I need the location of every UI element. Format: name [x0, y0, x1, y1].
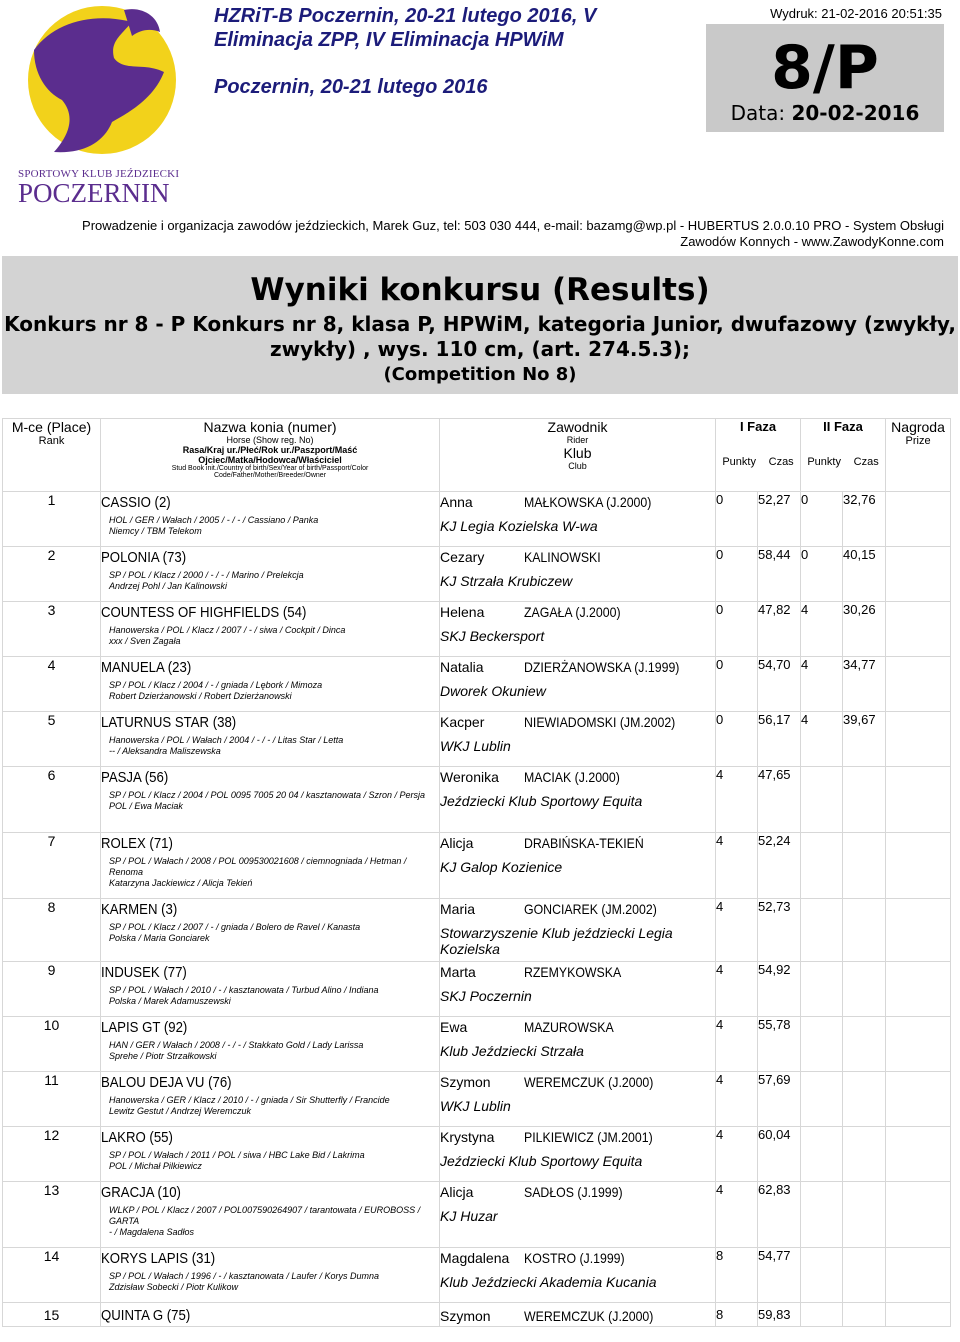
horse-cell: [101, 657, 440, 712]
table-row: [3, 712, 951, 767]
phase2-points: 4: [801, 657, 843, 712]
table-row: [3, 1017, 951, 1072]
phase1-points: 0: [716, 712, 758, 767]
rider-first-name: Krystyna: [440, 1129, 495, 1145]
results-table-body: [3, 492, 951, 1327]
horse-name: KARMEN (3): [101, 901, 178, 918]
date-label: Data:: [730, 101, 786, 125]
place-value: 4: [47, 657, 56, 673]
place-cell: [3, 602, 101, 657]
horse-cell: [101, 833, 440, 899]
place-cell: [3, 657, 101, 712]
rider-first-name: Marta: [440, 964, 476, 980]
horse-cell: [101, 1248, 440, 1303]
table-row: [3, 1182, 951, 1248]
horse-cell: [101, 1182, 440, 1248]
phase2-points: [801, 1072, 843, 1127]
rider-cell: [440, 657, 716, 712]
rider-club: Klub Jeździecki Strzała: [440, 1043, 584, 1059]
header-horse-sub4: Stud Book init./Country of birth/Sex/Year of birth/Passport/Color: [171, 465, 369, 472]
place-cell: [3, 1072, 101, 1127]
phase2-points: [801, 1248, 843, 1303]
phase1-points: 4: [716, 1182, 758, 1248]
phase1-time: 54,92: [758, 962, 801, 1017]
table-row: [3, 657, 951, 712]
header-phase2: [801, 419, 886, 492]
phase2-points: 4: [801, 712, 843, 767]
date-value: 20-02-2016: [791, 101, 920, 125]
rider-last-name: MACIAK (J.2000): [524, 769, 620, 785]
rider-last-name: NIEWIADOMSKI (JM.2002): [524, 714, 676, 730]
rider-club: Klub Jeździecki Akademia Kucania: [440, 1274, 657, 1290]
competition-description: Konkurs nr 8 - P Konkurs nr 8, klasa P, HPWiM, kategoria Junior, dwufazowy (zwykły, zwykły) , wys. 110 cm, (art. 274.5.3);: [4, 312, 956, 361]
rider-first-name: Helena: [440, 604, 485, 620]
place-value: 14: [43, 1248, 60, 1264]
prize-cell: [886, 1017, 951, 1072]
rider-cell: [440, 767, 716, 833]
horse-cell: [101, 602, 440, 657]
phase1-points: 8: [716, 1303, 758, 1327]
table-row: [3, 547, 951, 602]
phase2-points: 4: [801, 602, 843, 657]
header-phase1-label: I Faza: [739, 419, 777, 434]
rider-last-name: GONCIAREK (JM.2002): [524, 901, 657, 917]
rider-cell: [440, 1182, 716, 1248]
header-rider-sub: Rider: [566, 435, 589, 445]
horse-name: MANUELA (23): [101, 659, 192, 676]
phase2-time: [843, 1127, 886, 1182]
competition-code: 8/P: [771, 33, 879, 103]
prize-cell: [886, 767, 951, 833]
horse-cell: [101, 1303, 440, 1327]
header-club-label: Klub: [563, 445, 592, 461]
horse-cell: [101, 492, 440, 547]
phase2-time: [843, 1303, 886, 1327]
prize-cell: [886, 1127, 951, 1182]
phase1-time: 56,17: [758, 712, 801, 767]
horse-cell: [101, 899, 440, 962]
rider-last-name: PILKIEWICZ (JM.2001): [524, 1129, 653, 1145]
results-table: [2, 418, 951, 1327]
rider-first-name: Weronika: [440, 769, 499, 785]
logo-line2: POCZERNIN: [18, 178, 170, 208]
phase2-points: [801, 1182, 843, 1248]
rider-cell: [440, 962, 716, 1017]
table-row: [3, 767, 951, 833]
rider-first-name: Magdalena: [440, 1250, 510, 1266]
rider-last-name: DRABIŃSKA-TEKIEŃ: [524, 835, 644, 851]
prize-cell: [886, 833, 951, 899]
horse-details: SP / POL / Klacz / 2007 / - / gniada / Bolero de Ravel / Kanasta Polska / Maria Gonciarek: [109, 922, 361, 943]
header-rider-label: Zawodnik: [547, 419, 608, 435]
rider-first-name: Cezary: [440, 549, 485, 565]
phase1-time: 55,78: [758, 1017, 801, 1072]
place-value: 12: [43, 1127, 60, 1143]
phase2-time: [843, 899, 886, 962]
phase1-points: 0: [716, 492, 758, 547]
rider-first-name: Natalia: [440, 659, 484, 675]
rider-cell: [440, 492, 716, 547]
rider-club: KJ Strzała Krubiczew: [440, 573, 573, 589]
horse-cell: [101, 767, 440, 833]
horse-details: Hanowerska / GER / Klacz / 2010 / - / gniada / Sir Shutterfly / Francide Lewitz Gestut / Andrzej Weremczuk: [109, 1095, 390, 1116]
rider-last-name: SADŁOS (J.1999): [524, 1184, 623, 1200]
phase1-time: 52,24: [758, 833, 801, 899]
place-value: 2: [47, 547, 56, 563]
horse-details: Hanowerska / POL / Klacz / 2007 / - / siwa / Cockpit / Dinca xxx / Sven Zagała: [109, 625, 346, 646]
rider-first-name: Anna: [440, 494, 473, 510]
rider-cell: [440, 547, 716, 602]
rider-cell: [440, 1303, 716, 1327]
rider-cell: [440, 712, 716, 767]
phase1-points: 0: [716, 657, 758, 712]
header-phase2-label: II Faza: [823, 419, 863, 434]
phase1-time: 47,65: [758, 767, 801, 833]
place-cell: [3, 962, 101, 1017]
place-value: 1: [47, 492, 56, 508]
horse-details: WLKP / POL / Klacz / 2007 / POL007590264907 / tarantowata / EUROBOSS / GARTA - / Magdalena Sadłos: [109, 1205, 421, 1237]
rider-last-name: KOSTRO (J.1999): [524, 1250, 625, 1266]
phase2-time: [843, 767, 886, 833]
prize-cell: [886, 1182, 951, 1248]
place-value: 8: [47, 899, 56, 915]
phase1-time: 62,83: [758, 1182, 801, 1248]
place-cell: [3, 712, 101, 767]
header-phase1: [716, 419, 801, 492]
phase1-time: 47,82: [758, 602, 801, 657]
horse-name: KORYS LAPIS (31): [101, 1250, 216, 1267]
phase2-time: 34,77: [843, 657, 886, 712]
phase2-time: 32,76: [843, 492, 886, 547]
phase2-points: [801, 1303, 843, 1327]
table-row: [3, 1127, 951, 1182]
phase1-time: 60,04: [758, 1127, 801, 1182]
phase1-points: 4: [716, 833, 758, 899]
header-horse-sub1: Horse (Show reg. No): [226, 435, 314, 445]
horse-cell: [101, 962, 440, 1017]
rider-first-name: Szymon: [440, 1307, 491, 1324]
horse-name: LAKRO (55): [101, 1129, 173, 1146]
rider-first-name: Kacper: [440, 714, 485, 730]
prize-cell: [886, 712, 951, 767]
horse-details: HAN / GER / Wałach / 2008 / - / - / Stakkato Gold / Lady Larissa Sprehe / Piotr Strzałkowski: [109, 1040, 364, 1061]
phase1-points: 4: [716, 962, 758, 1017]
place-value: 7: [47, 833, 56, 849]
phase2-time: [843, 1248, 886, 1303]
horse-details: SP / POL / Klacz / 2004 / POL 0095 7005 20 04 / kasztanowata / Szron / Persja POL / Ewa Maciak: [109, 790, 426, 811]
rider-cell: [440, 1127, 716, 1182]
place-value: 9: [47, 962, 56, 978]
horse-name: POLONIA (73): [101, 549, 187, 566]
prize-cell: [886, 1303, 951, 1327]
place-cell: [3, 833, 101, 899]
phase1-points: 4: [716, 1017, 758, 1072]
horse-name: GRACJA (10): [101, 1184, 181, 1201]
results-table-header: [3, 419, 951, 492]
rider-club: Jeździecki Klub Sportowy Equita: [440, 793, 643, 809]
horse-cell: [101, 547, 440, 602]
rider-club: Stowarzyszenie Klub jeździecki Legia Kozielska: [440, 925, 673, 957]
header-prize: [886, 419, 951, 492]
prize-cell: [886, 1248, 951, 1303]
rider-last-name: WEREMCZUK (J.2000): [524, 1307, 654, 1324]
place-value: 13: [43, 1182, 60, 1198]
rider-first-name: Alicja: [440, 835, 474, 851]
horse-cell: [101, 1017, 440, 1072]
header-horse-label: Nazwa konia (numer): [203, 419, 337, 435]
header-place-label: M-ce (Place): [11, 419, 92, 435]
rider-first-name: Maria: [440, 901, 476, 917]
phase2-time: [843, 1017, 886, 1072]
table-row: [3, 899, 951, 962]
header-horse-sub2: Rasa/Kraj ur./Płeć/Rok ur./Paszport/Maść: [182, 445, 358, 455]
phase2-points: [801, 767, 843, 833]
rider-club: KJ Huzar: [440, 1208, 498, 1224]
results-title: Wyniki konkursu (Results): [250, 272, 710, 308]
phase1-time: 59,83: [758, 1303, 801, 1327]
horse-details: SP / POL / Wałach / 2008 / POL 009530021608 / ciemnogniada / Hetman / Renoma Katarzyna Jackiewicz / Alicja Tekień: [109, 856, 407, 888]
prize-cell: [886, 962, 951, 1017]
header-phase1-time: Czas: [768, 456, 794, 468]
phase2-points: [801, 1017, 843, 1072]
table-row: [3, 602, 951, 657]
rider-first-name: Ewa: [440, 1019, 468, 1035]
rider-club: WKJ Lublin: [440, 1098, 511, 1114]
header-phase2-time: Czas: [853, 456, 879, 468]
phase1-time: 52,27: [758, 492, 801, 547]
phase1-time: 54,77: [758, 1248, 801, 1303]
rider-club: KJ Galop Kozienice: [440, 859, 563, 875]
place-cell: [3, 1182, 101, 1248]
rider-club: SKJ Beckersport: [440, 628, 545, 644]
rider-last-name: RZEMYKOWSKA: [524, 964, 622, 980]
phase2-points: [801, 962, 843, 1017]
phase1-points: 4: [716, 767, 758, 833]
phase2-time: 39,67: [843, 712, 886, 767]
header-prize-sub: Prize: [905, 435, 931, 447]
place-value: 10: [43, 1017, 60, 1033]
header-horse-sub5: Code/Father/Mother/Breeder/Owner: [213, 472, 327, 479]
horse-name: LAPIS GT (92): [101, 1019, 188, 1036]
phase2-time: [843, 833, 886, 899]
horse-name: BALOU DEJA VU (76): [101, 1074, 232, 1091]
rider-cell: [440, 1072, 716, 1127]
prize-cell: [886, 547, 951, 602]
place-cell: [3, 1127, 101, 1182]
print-timestamp: Wydruk: 21-02-2016 20:51:35: [770, 6, 942, 21]
place-value: 15: [43, 1306, 60, 1323]
phase2-time: [843, 962, 886, 1017]
horse-details: SP / POL / Wałach / 1996 / - / kasztanowata / Laufer / Korys Dumna Zdzisław Sobecki / Piotr Kulikow: [109, 1271, 379, 1292]
phase2-points: [801, 1127, 843, 1182]
place-value: 5: [47, 712, 56, 728]
horse-name: ROLEX (71): [101, 835, 173, 852]
horse-cell: [101, 1127, 440, 1182]
header-horse: [101, 419, 440, 492]
horse-details: SP / POL / Klacz / 2000 / - / - / Marino / Prelekcja Andrzej Pohl / Jan Kalinowski: [109, 570, 304, 591]
phase2-points: [801, 899, 843, 962]
event-title: HZRiT-B Poczernin, 20-21 lutego 2016, V Eliminacja ZPP, IV Eliminacja HPWiM: [214, 5, 597, 51]
phase2-points: [801, 833, 843, 899]
place-cell: [3, 547, 101, 602]
phase1-points: 4: [716, 1127, 758, 1182]
prize-cell: [886, 657, 951, 712]
table-row: [3, 1303, 951, 1327]
place-value: 6: [47, 767, 56, 783]
rider-last-name: DZIERŻANOWSKA (J.1999): [524, 659, 680, 675]
phase2-time: [843, 1182, 886, 1248]
prize-cell: [886, 899, 951, 962]
rider-club: WKJ Lublin: [440, 738, 511, 754]
horse-details: SP / POL / Wałach / 2010 / - / kasztanowata / Turbud Alino / Indiana Polska / Marek Adamuszewski: [109, 985, 379, 1006]
rider-club: SKJ Poczernin: [440, 988, 532, 1004]
horse-name: COUNTESS OF HIGHFIELDS (54): [101, 604, 307, 621]
logo-line1: SPORTOWY KLUB JEŹDZIECKI: [18, 168, 180, 180]
table-row: [3, 962, 951, 1017]
phase1-points: 8: [716, 1248, 758, 1303]
header-club-sub: Club: [568, 461, 587, 471]
phase2-points: 0: [801, 547, 843, 602]
organizer-info: Prowadzenie i organizacja zawodów jeździeckich, Marek Guz, tel: 503 030 444, e-mail: bazamg@wp.pl - HUBERTUS 2.0.0.10 PRO - System Obsługi Zawodów Konnych - www.ZawodyKonne.com: [82, 218, 944, 249]
phase2-time: [843, 1072, 886, 1127]
competition-date: [706, 100, 944, 126]
horse-name: QUINTA G (75): [101, 1307, 191, 1324]
rider-cell: [440, 833, 716, 899]
header-place: [3, 419, 101, 492]
header-prize-label: Nagroda: [891, 419, 945, 435]
prize-cell: [886, 492, 951, 547]
phase1-points: 0: [716, 547, 758, 602]
phase2-points: 0: [801, 492, 843, 547]
phase1-points: 0: [716, 602, 758, 657]
prize-cell: [886, 1072, 951, 1127]
rider-cell: [440, 602, 716, 657]
header-phase2-points: Punkty: [807, 456, 841, 468]
rider-cell: [440, 899, 716, 962]
rider-club: KJ Legia Kozielska W-wa: [440, 518, 598, 534]
table-row: [3, 1072, 951, 1127]
header-horse-sub3: Ojciec/Matka/Hodowca/Właściciel: [198, 455, 342, 465]
rider-cell: [440, 1017, 716, 1072]
club-logo: [14, 2, 190, 212]
place-cell: [3, 1303, 101, 1327]
phase1-time: 58,44: [758, 547, 801, 602]
phase1-time: 54,70: [758, 657, 801, 712]
horse-name: PASJA (56): [101, 769, 169, 786]
place-value: 11: [44, 1072, 59, 1088]
rider-last-name: KALINOWSKI: [524, 549, 601, 565]
place-cell: [3, 1017, 101, 1072]
rider-club: Dworek Okuniew: [440, 683, 546, 699]
horse-name: CASSIO (2): [101, 494, 171, 511]
horse-name: INDUSEK (77): [101, 964, 187, 981]
phase1-points: 4: [716, 899, 758, 962]
place-cell: [3, 767, 101, 833]
header-phase1-points: Punkty: [722, 456, 756, 468]
results-title-box: [2, 256, 958, 394]
rider-last-name: ZAGAŁA (J.2000): [524, 604, 621, 620]
table-row: [3, 492, 951, 547]
table-row: [3, 1248, 951, 1303]
horse-cell: [101, 1072, 440, 1127]
place-cell: [3, 899, 101, 962]
header-place-sub: Rank: [38, 435, 65, 447]
rider-cell: [440, 1248, 716, 1303]
horse-cell: [101, 712, 440, 767]
table-row: [3, 833, 951, 899]
event-place-date: Poczernin, 20-21 lutego 2016: [214, 76, 488, 98]
horse-details: SP / POL / Wałach / 2011 / POL / siwa / HBC Lake Bid / Lakrima POL / Michał Pilkiewicz: [109, 1150, 365, 1171]
competition-code-badge: [706, 24, 944, 132]
horse-name: LATURNUS STAR (38): [101, 714, 237, 731]
phase1-points: 4: [716, 1072, 758, 1127]
place-cell: [3, 1248, 101, 1303]
horse-details: HOL / GER / Wałach / 2005 / - / - / Cassiano / Panka Niemcy / TBM Telekom: [109, 515, 319, 536]
phase1-time: 52,73: [758, 899, 801, 962]
rider-club: Jeździecki Klub Sportowy Equita: [440, 1153, 643, 1169]
rider-last-name: MAŁKOWSKA (J.2000): [524, 494, 652, 510]
horse-details: SP / POL / Klacz / 2004 / - / gniada / Lębork / Mimoza Robert Dzierżanowski / Robert Dzierżanowski: [109, 680, 323, 701]
place-value: 3: [47, 602, 56, 618]
phase1-time: 57,69: [758, 1072, 801, 1127]
rider-last-name: MAZUROWSKA: [524, 1019, 614, 1035]
rider-first-name: Szymon: [440, 1074, 491, 1090]
place-cell: [3, 492, 101, 547]
prize-cell: [886, 602, 951, 657]
rider-first-name: Alicja: [440, 1184, 474, 1200]
header-rider: [440, 419, 716, 492]
horse-details: Hanowerska / POL / Wałach / 2004 / - / - / Litas Star / Letta -- / Aleksandra Maliszewska: [109, 735, 344, 756]
phase2-time: 40,15: [843, 547, 886, 602]
competition-number: (Competition No 8): [383, 364, 577, 385]
rider-last-name: WEREMCZUK (J.2000): [524, 1074, 654, 1090]
phase2-time: 30,26: [843, 602, 886, 657]
